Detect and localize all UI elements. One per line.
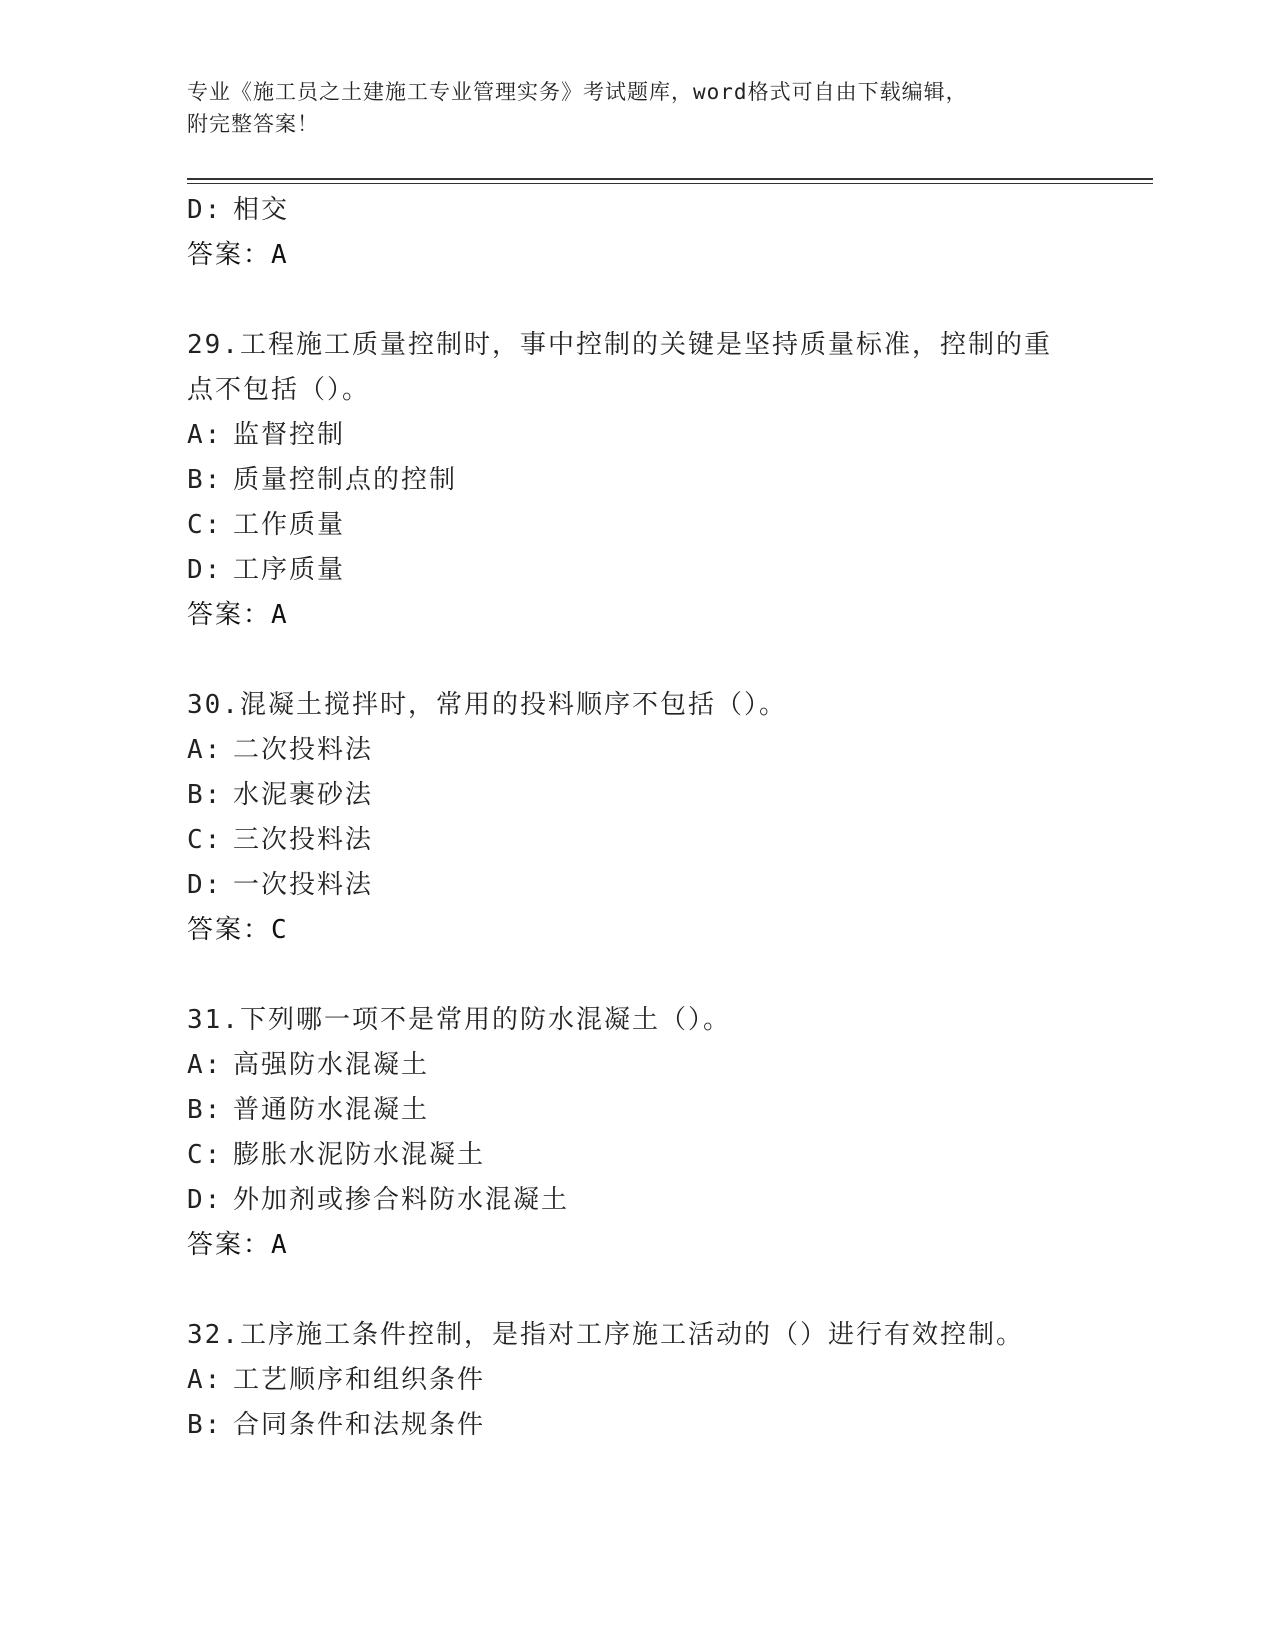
option-key: A: — [187, 735, 223, 765]
option-c — [187, 503, 1087, 548]
answer-value: A — [271, 240, 289, 270]
header-line-2: 附完整答案！ — [187, 112, 319, 136]
answer-value: C — [271, 915, 289, 945]
option-text: 一次投料法 — [233, 870, 374, 900]
option-d — [187, 863, 1087, 908]
answer-label: 答案： — [187, 915, 272, 945]
option-a — [187, 413, 1087, 458]
question-30 — [187, 683, 1087, 953]
header-divider-thick — [187, 178, 1153, 180]
option-key: B: — [187, 780, 223, 810]
option-b — [187, 458, 1087, 503]
option-key: C: — [187, 510, 223, 540]
option-a — [187, 1358, 1087, 1403]
option-key: A: — [187, 1365, 223, 1395]
option-key: B: — [187, 1095, 223, 1125]
document-header — [187, 76, 1067, 140]
option-c — [187, 818, 1087, 863]
option-key: B: — [187, 1410, 223, 1440]
answer-line — [187, 908, 1087, 953]
option-text: 工艺顺序和组织条件 — [233, 1365, 486, 1395]
option-c — [187, 1133, 1087, 1178]
answer-line — [187, 1223, 1087, 1268]
option-key: A: — [187, 1050, 223, 1080]
option-text: 高强防水混凝土 — [233, 1050, 430, 1080]
option-text: 合同条件和法规条件 — [233, 1410, 486, 1440]
question-text: 31.下列哪一项不是常用的防水混凝土（）。 — [187, 1005, 731, 1035]
answer-line — [187, 233, 1087, 278]
option-key: B: — [187, 465, 223, 495]
answer-value: A — [271, 1230, 289, 1260]
option-b — [187, 1088, 1087, 1133]
option-b — [187, 773, 1087, 818]
question-text: 30.混凝土搅拌时，常用的投料顺序不包括（）。 — [187, 690, 787, 720]
answer-label: 答案： — [187, 240, 272, 270]
question-31 — [187, 998, 1087, 1268]
option-d — [187, 188, 1087, 233]
option-text: 监督控制 — [233, 420, 346, 450]
option-text: 质量控制点的控制 — [233, 465, 458, 495]
option-text: 普通防水混凝土 — [233, 1095, 430, 1125]
option-text: 外加剂或掺合料防水混凝土 — [233, 1185, 570, 1215]
option-text: 水泥裹砂法 — [233, 780, 374, 810]
option-text: 二次投料法 — [233, 735, 374, 765]
answer-value: A — [271, 600, 289, 630]
option-text: 三次投料法 — [233, 825, 374, 855]
option-key: D: — [187, 555, 223, 585]
option-key: A: — [187, 420, 223, 450]
option-d — [187, 1178, 1087, 1223]
question-29 — [187, 323, 1087, 638]
option-text: 工序质量 — [233, 555, 346, 585]
option-text: 相交 — [233, 195, 290, 225]
option-a — [187, 1043, 1087, 1088]
option-a — [187, 728, 1087, 773]
option-d — [187, 548, 1087, 593]
document-body — [187, 188, 1087, 1448]
option-key: C: — [187, 1140, 223, 1170]
option-key: C: — [187, 825, 223, 855]
option-text: 膨胀水泥防水混凝土 — [233, 1140, 486, 1170]
question-text: 29.工程施工质量控制时，事中控制的关键是坚持质量标准，控制的重 — [187, 330, 1052, 360]
option-b — [187, 1403, 1087, 1448]
answer-line — [187, 593, 1087, 638]
header-divider-thin — [187, 183, 1153, 184]
header-line-1: 专业《施工员之土建施工专业管理实务》考试题库，word格式可自由下载编辑， — [187, 80, 968, 104]
option-text: 工作质量 — [233, 510, 346, 540]
option-key: D: — [187, 195, 223, 225]
question-text-cont: 点不包括（）。 — [187, 375, 371, 405]
answer-label: 答案： — [187, 600, 272, 630]
question-text: 32.工序施工条件控制，是指对工序施工活动的（）进行有效控制。 — [187, 1320, 1024, 1350]
option-key: D: — [187, 870, 223, 900]
answer-label: 答案： — [187, 1230, 272, 1260]
question-32 — [187, 1313, 1087, 1448]
option-key: D: — [187, 1185, 223, 1215]
